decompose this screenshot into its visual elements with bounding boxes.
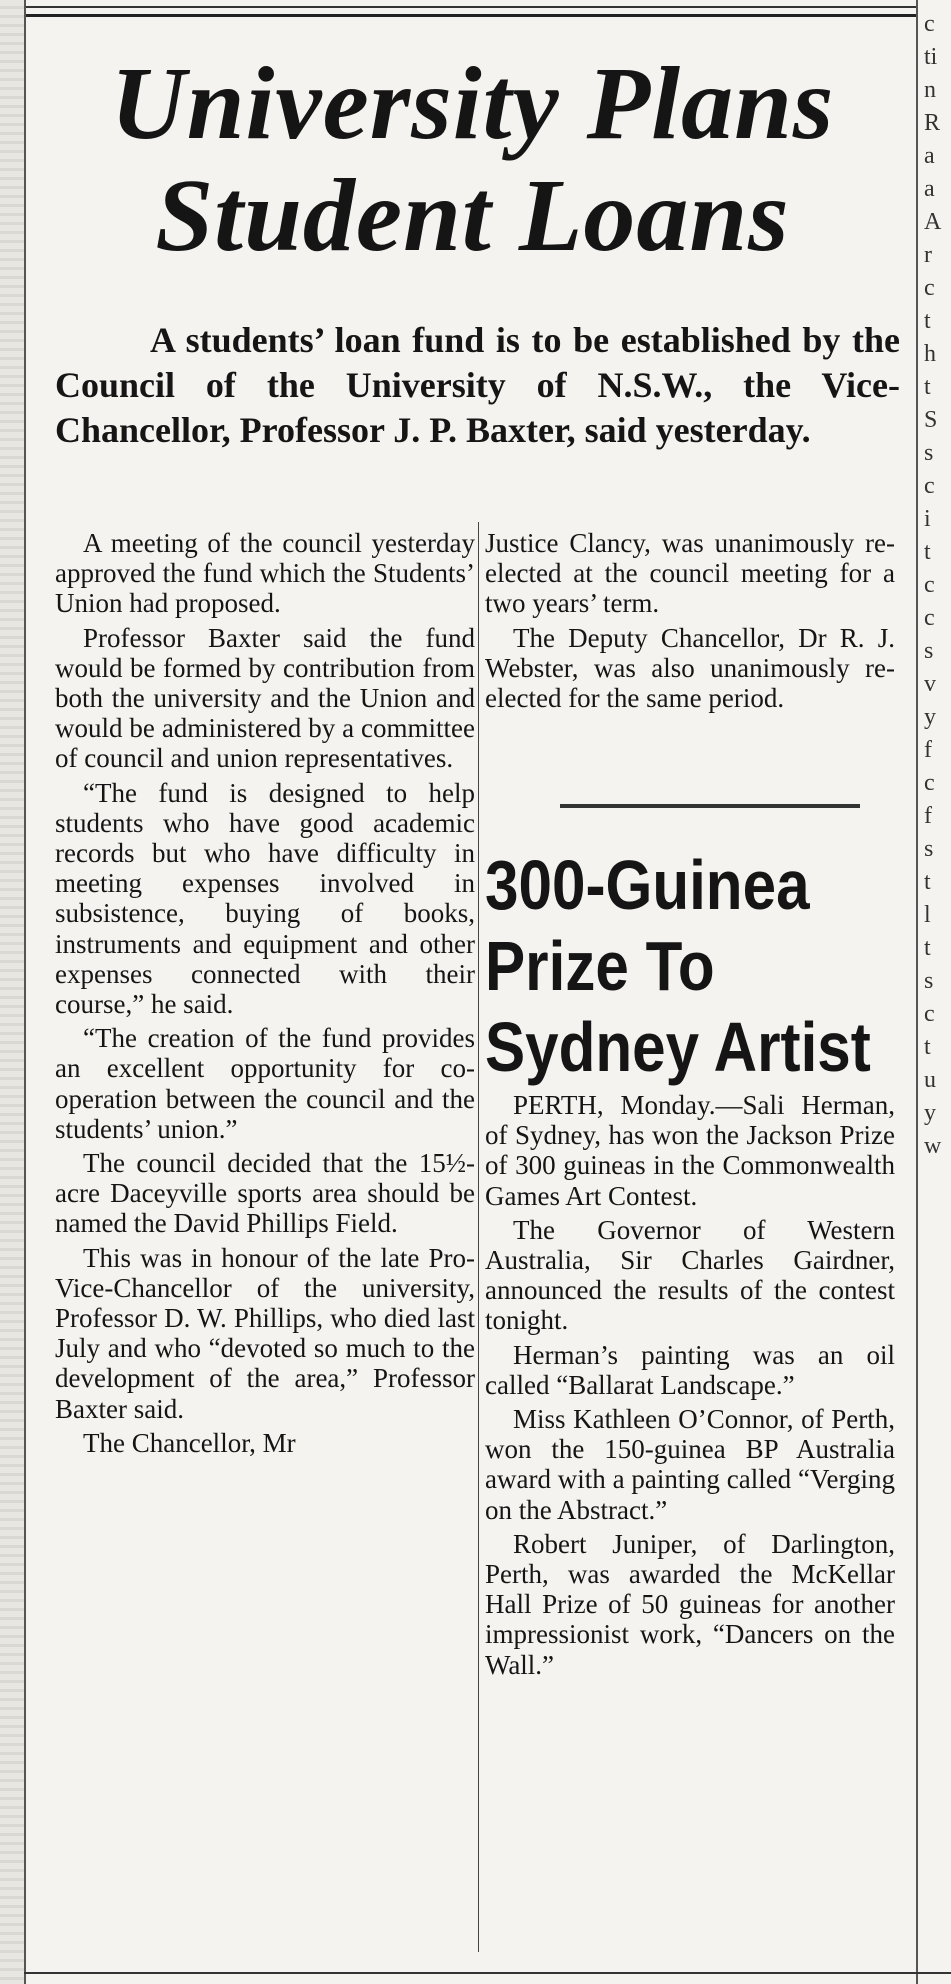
edge-fragment: f <box>924 737 932 763</box>
edge-fragment: a <box>924 176 935 202</box>
edge-fragment: S <box>924 407 938 433</box>
edge-fragment: h <box>924 341 936 367</box>
paragraph: Herman’s painting was an oil called “Ballarat Landscape.” <box>485 1339 895 1400</box>
story-separator-rule <box>560 804 860 808</box>
edge-fragment: c <box>924 473 935 499</box>
paragraph: The Chancellor, Mr <box>83 1427 296 1458</box>
edge-fragment: v <box>924 671 936 697</box>
edge-fragment: y <box>924 1100 936 1126</box>
headline-line-2: Student Loans <box>155 158 790 273</box>
edge-fragment: c <box>924 275 935 301</box>
edge-fragment: i <box>924 506 931 532</box>
edge-fragment: r <box>924 242 932 268</box>
edge-fragment: t <box>924 539 931 565</box>
top-rule-thin <box>26 6 916 8</box>
paragraph: Miss Kathleen O’Connor, of Perth, won the 150-guinea BP Australia award with a painting called “Verging on the Abstract.” <box>485 1404 895 1525</box>
deck-text: A students’ loan fund is to be established by the Council of the University of N.S.W., the Vice-Chancellor, Professor J. P. Baxter, said yesterday. <box>55 320 900 450</box>
edge-fragment: l <box>924 902 931 928</box>
right-column-rule <box>916 0 918 1984</box>
paragraph: “The fund is designed to help students who have good academic records but who have difficulty in meeting expenses involved in subsistence, buying of books, instruments and equipment and other expenses connected with their course,” he said. <box>55 777 475 1020</box>
adjacent-column-edge-text <box>924 8 951 1163</box>
edge-fragment: f <box>924 803 932 829</box>
page-gutter <box>0 0 24 1984</box>
edge-fragment: t <box>924 308 931 334</box>
edge-fragment: t <box>924 1034 931 1060</box>
edge-fragment: t <box>924 935 931 961</box>
edge-fragment: c <box>924 11 935 37</box>
article-column-1 <box>55 528 475 1462</box>
paragraph: The council decided that the 15½-acre Daceyville sports area should be named the David Phillips Field. <box>55 1148 475 1239</box>
edge-fragment: c <box>924 572 935 598</box>
deck-paragraph <box>55 318 900 453</box>
paragraph: PERTH, Monday.—Sali Herman, of Sydney, has won the Jackson Prize of 300 guineas in the Commonwealth Games Art Contest. <box>485 1090 895 1211</box>
main-headline <box>30 48 915 272</box>
edge-fragment: s <box>924 440 934 466</box>
sub-headline-line-2: Prize To <box>485 927 715 1005</box>
edge-fragment: w <box>924 1133 942 1159</box>
headline-line-1: University Plans <box>110 46 835 161</box>
left-column-rule <box>24 0 26 1984</box>
paragraph: The Governor of Western Australia, Sir Charles Gairdner, announced the results of the contest tonight. <box>485 1214 895 1336</box>
continued-paragraph: Justice Clancy, was unanimously re-elected at the council meeting for a two years’ term. <box>485 528 895 619</box>
edge-fragment: ti <box>924 44 938 70</box>
column-divider <box>478 522 479 1952</box>
sub-headline-line-3: Sydney Artist <box>485 1008 871 1086</box>
edge-fragment: c <box>924 770 935 796</box>
paragraph: This was in honour of the late Pro-Vice-Chancellor of the university, Professor D. W. Phillips, who died last July and who “devoted so much to the development of the area,” Professor Baxter said. <box>55 1242 475 1424</box>
edge-fragment: u <box>924 1067 936 1093</box>
paragraph: A meeting of the council yesterday approved the fund which the Students’ Union had proposed. <box>55 528 475 619</box>
sub-story-column <box>485 1090 895 1684</box>
edge-fragment: y <box>924 704 936 730</box>
paragraph: “The creation of the fund provides an excellent opportunity for co-operation between the council and the students’ union.” <box>55 1023 475 1144</box>
edge-fragment: a <box>924 143 935 169</box>
sub-headline-line-1: 300-Guinea <box>485 846 810 924</box>
paragraph: Professor Baxter said the fund would be formed by contribution from both the university and the Union and would be administered by a committee of council and union representatives. <box>55 622 475 774</box>
bottom-rule <box>24 1972 951 1974</box>
edge-fragment: t <box>924 374 931 400</box>
edge-fragment: n <box>924 77 936 103</box>
edge-fragment: s <box>924 638 934 664</box>
edge-fragment: s <box>924 836 934 862</box>
edge-fragment: t <box>924 869 931 895</box>
article-column-2 <box>485 528 895 717</box>
paragraph: The Deputy Chancellor, Dr R. J. Webster, was also unanimously re-elected for the same period. <box>485 622 895 714</box>
sub-story-headline <box>485 845 871 1088</box>
paragraph: Robert Juniper, of Darlington, Perth, was awarded the McKellar Hall Prize of 50 guineas for another impressionist work, “Dancers on the Wall.” <box>485 1528 895 1680</box>
edge-fragment: R <box>924 110 941 136</box>
edge-fragment: c <box>924 1001 935 1027</box>
edge-fragment: s <box>924 968 934 994</box>
edge-fragment: c <box>924 605 935 631</box>
top-rule-thick <box>26 14 916 17</box>
edge-fragment: A <box>924 209 942 235</box>
